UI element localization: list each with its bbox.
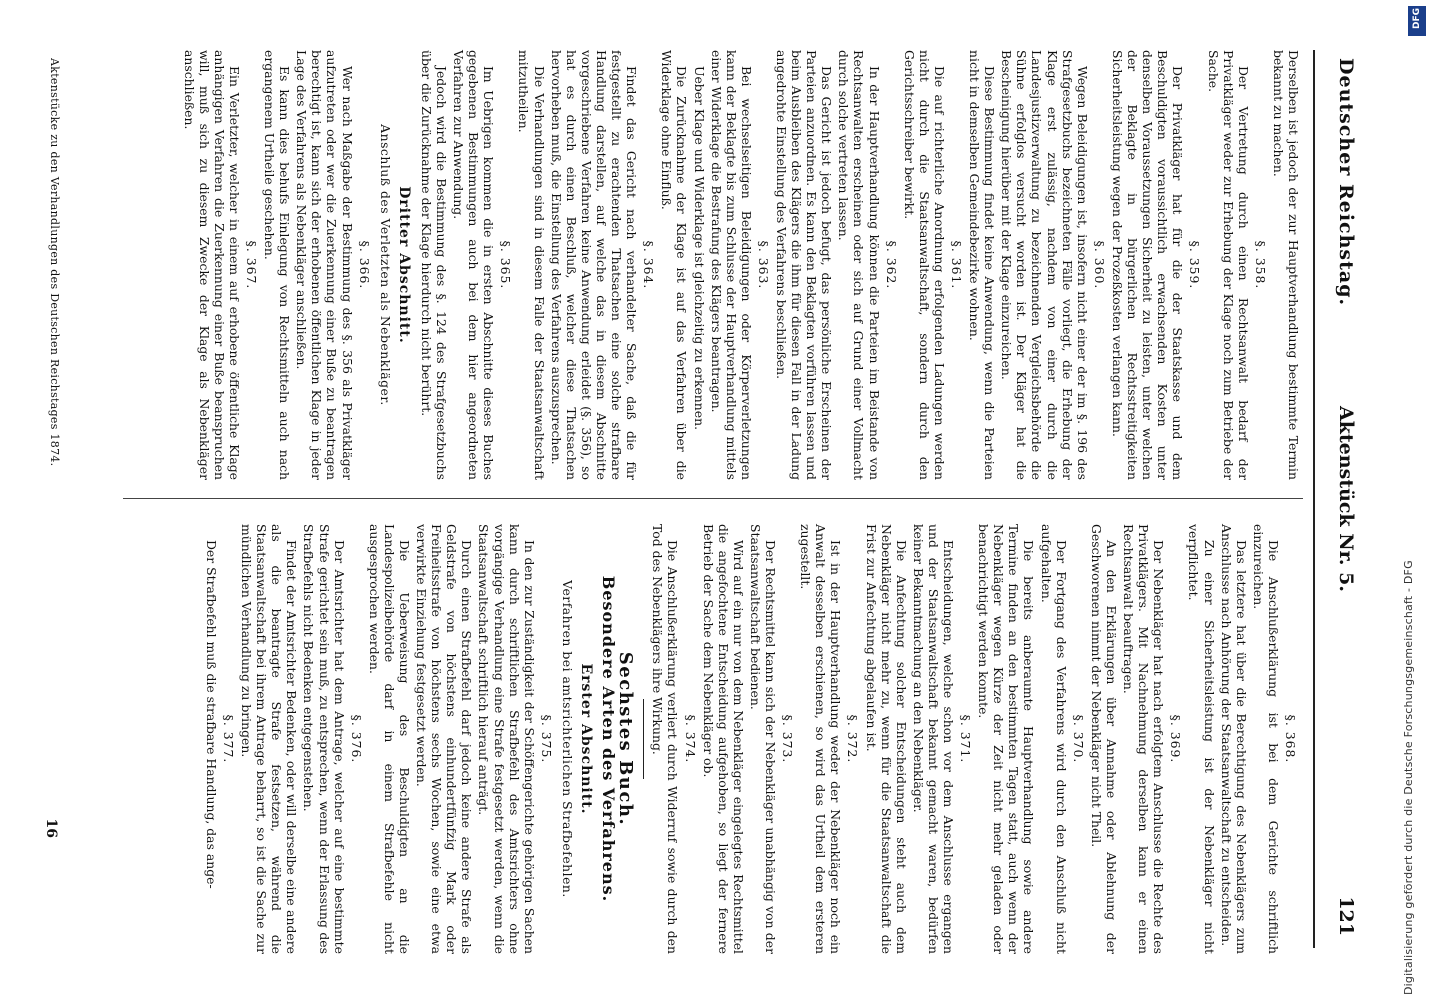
body-paragraph: Der Vertretung durch einen Rechtsanwalt bedarf der Privatkläger weder zur Erhebung der Klage noch zum Betriebe der Sache. bbox=[1205, 50, 1251, 480]
body-paragraph: Wegen Beleidigungen ist, insofern nicht einer der im §. 196 des Strafgesetzbuchs bezeichneten Fälle vorliegt, die Erhebung der Klage erst zulässig, nachdem von einer durch die Landesjustizverwaltung zu bezeichnenden Vergleichsbehörde die Sühne erfolglos versucht worden ist. Der Kläger hat die Bescheinigung hierüber mit der Klage einzureichen. bbox=[999, 50, 1090, 480]
left-column bbox=[180, 50, 1301, 480]
paragraph-number: §. 369. bbox=[1168, 714, 1184, 764]
column-divider bbox=[123, 498, 1303, 499]
body-paragraph: Durch einen Strafbefehl darf jedoch keine andere Strafe als Geldstrafe von höchstens einhundertfünfzig Mark oder Freiheitsstrafe von höchstens sechs Wochen, sowie eine etwa verwirkte Einziehung festgesetzt werden. bbox=[414, 524, 475, 954]
rotated-page-frame bbox=[25, 10, 1365, 988]
body-paragraph: Die Zurücknahme der Klage ist auf das Verfahren über die Widerklage ohne Einfluß. bbox=[659, 50, 690, 480]
paragraph-number: §. 366. bbox=[356, 240, 372, 290]
body-paragraph: Wird auf ein nur von dem Nebenkläger eingelegtes Rechtsmittel die angefochtene Entscheidung aufgehoben, so liegt der fernere Betrieb der Sache dem Nebenkläger ob. bbox=[700, 524, 746, 954]
body-paragraph: Bei wechselseitigen Beleidigungen oder Körperverletzungen kann der Beklagte bis zum Schlusse der Hauptverhandlung mittels einer Widerklage die Bestrafung des Klägers beantragen. bbox=[708, 50, 754, 480]
body-paragraph: Ist in der Hauptverhandlung weder der Nebenkläger noch ein Anwalt desselben erschienen, so wird das Urtheil dem ersteren zugestellt. bbox=[798, 524, 844, 954]
paragraph-number: §. 376. bbox=[348, 714, 364, 764]
paragraph-number: §. 368. bbox=[1283, 714, 1298, 764]
body-paragraph: Der Privatkläger hat für die der Staatskasse und dem Beschuldigten voraussichtlich erwachsenden Kosten unter denselben Voraussetzungen Sicherheit zu leisten, unter welchen der Beklagte in bürgerlichen Rechtsstreitigkeiten Sicherheitsleistung wegen der Prozeßkosten verlangen kann. bbox=[1109, 50, 1186, 480]
right-column bbox=[202, 524, 1301, 954]
body-paragraph: Der Fortgang des Verfahrens wird durch den Anschluß nicht aufgehalten. bbox=[1038, 524, 1069, 954]
paragraph-number: §. 362. bbox=[883, 240, 899, 290]
chapter-subheading: Verfahren bei amtsrichterlichen Strafbefehlen. bbox=[559, 580, 575, 898]
document-page bbox=[25, 10, 1365, 988]
chapter-heading: Erster Abschnitt. bbox=[578, 663, 595, 815]
section-rule bbox=[643, 699, 644, 779]
paragraph-number: §. 360. bbox=[1091, 240, 1107, 290]
body-paragraph: Der Rechtsmittel kann sich der Nebenkläger unabhängig von der Staatsanwaltschaft bedienen. bbox=[747, 524, 778, 954]
body-paragraph: Zu einer Sicherheitsleistung ist der Nebenkläger nicht verpflichtet. bbox=[1186, 524, 1217, 954]
paragraph-number: §. 371. bbox=[958, 714, 974, 764]
body-paragraph: In der Hauptverhandlung können die Parteien im Beistande von Rechtsanwalten erscheinen oder sich auf Grund einer Vollmacht durch solche vertreten lassen. bbox=[836, 50, 882, 480]
body-paragraph: Die Verhandlungen sind in diesem Falle der Staatsanwaltschaft mitzutheilen. bbox=[516, 50, 547, 480]
body-paragraph: Entscheidungen, welche schon vor dem Anschlusse ergangen und der Staatsanwaltschaft bekannt gemacht waren, bedürfen keiner Bekanntmachung an den Nebenkläger. bbox=[910, 524, 957, 954]
body-paragraph: In den zur Zuständigkeit der Schöffengerichte gehörigen Sachen kann durch schriftlichen Strafbefehl des Amtsrichters ohne vorgängige Verhandlung eine Strafe festgesetzt werden, wenn die Staatsanwaltschaft schriftlich hierauf anträgt. bbox=[476, 524, 537, 954]
digitization-credit: Digitalisierung gefördert durch die Deutsche Forschungsgemeinschaft - DFG bbox=[1402, 560, 1415, 995]
body-paragraph: Derselben ist jedoch der zur Hauptverhandlung bestimmte Termin bekannt zu machen. bbox=[1270, 50, 1301, 480]
body-paragraph: Jedoch wird die Bestimmung des §. 124 des Strafgesetzbuchs über die Zurücknahme der Klage hierdurch nicht berührt. bbox=[418, 50, 450, 480]
body-paragraph: Der Strafbefehl muß die strafbare Handlung, das ange- bbox=[203, 540, 219, 889]
body-paragraph: Ein Verletzter, welcher in einem auf erhobene öffentliche Klage anhängigen Verfahren die Zuerkennung einer Buße beanspruchen will, muß sich zu diesem Zwecke der Klage als Nebenkläger anschließen. bbox=[181, 50, 242, 480]
dfg-logo bbox=[1408, 6, 1426, 36]
paragraph-number: §. 373. bbox=[780, 714, 796, 764]
paragraph-number: §. 372. bbox=[845, 714, 861, 764]
body-paragraph: Die Anfechtung solcher Entscheidungen steht auch dem Nebenkläger nicht mehr zu, wenn für die Staatsanwaltschaft die Frist zur Anfechtung abgelaufen ist. bbox=[863, 524, 909, 954]
body-paragraph: Diese Bestimmung findet keine Anwendung, wenn die Parteien nicht in demselben Gemeindebezirke wohnen. bbox=[967, 50, 998, 480]
body-paragraph: Findet der Amtsrichter Bedenken, oder will derselbe eine andere als die beantragte Strafe festsetzen, während die Staatsanwaltschaft bei ihrem Antrage beharrt, so ist die Sache zur mündlichen Verhandlung zu bringen. bbox=[239, 524, 300, 954]
header-rule bbox=[1313, 50, 1315, 948]
page-number: 121 bbox=[1335, 896, 1357, 936]
body-paragraph: Die Anschlußerklärung verliert durch Widerruf sowie durch den Tod des Nebenklägers ihre Wirkung. bbox=[650, 524, 681, 954]
body-paragraph: Die Anschlußerklärung ist bei dem Gerichte schriftlich einzureichen. bbox=[1250, 524, 1281, 954]
paragraph-number: §. 374. bbox=[682, 714, 698, 764]
body-paragraph: Der Amtsrichter hat dem Antrage, welcher auf eine bestimmte Strafe gerichtet sein muß, zu entsprechen, wenn der Erlassung des Strafbefehls nicht Bedenken entgegenstehen. bbox=[301, 524, 347, 954]
body-paragraph: Die bereits anberaumte Hauptverhandlung sowie andere Termine finden an den bestimmten Tagen statt, auch wenn der Nebenkläger wegen Kürze der Zeit nicht mehr geladen oder benachrichtigt werden konnte. bbox=[976, 524, 1037, 954]
header-center: Aktenstück Nr. 5. bbox=[1335, 406, 1357, 592]
paragraph-number: §. 361. bbox=[949, 240, 965, 290]
paragraph-number: §. 364. bbox=[641, 240, 657, 290]
body-paragraph: Das letztere hat über die Berechtigung des Nebenklägers zum Anschlusse nach Anhörung der Staatsanwaltschaft zu entscheiden. bbox=[1218, 524, 1249, 954]
paragraph-number: §. 358. bbox=[1252, 240, 1268, 290]
paragraph-number: §. 367. bbox=[244, 240, 259, 290]
paragraph-number: §. 370. bbox=[1070, 714, 1086, 764]
body-paragraph: Die Ueberweisung des Beschuldigten an die Landespolizeibehörde darf in einem Strafbefehle nicht ausgesprochen werden. bbox=[366, 524, 413, 954]
chapter-heading: Dritter Abschnitt. bbox=[395, 186, 412, 344]
signature-mark: 16 bbox=[43, 818, 60, 838]
paragraph-number: §. 359. bbox=[1187, 240, 1203, 290]
body-paragraph: Es kann dies behufs Einlegung von Rechtsmitteln auch nach ergangenem Urtheile geschehen. bbox=[262, 50, 293, 480]
chapter-subheading: Anschluß des Verletzten als Nebenkläger. bbox=[377, 124, 393, 406]
body-paragraph: An den Erklärungen über Annahme oder Ablehnung der Geschworenen nimmt der Nebenkläger nicht Theil. bbox=[1088, 524, 1119, 954]
header-left: Deutscher Reichstag. bbox=[1335, 58, 1357, 307]
body-paragraph: Wer nach Maßgabe der Bestimmung des §. 356 als Privatkläger aufzutreten oder wer die Zuerkennung einer Buße zu beantragen berechtigt ist, kann sich der erhobenen öffentlichen Klage in jeder Lage des Verfahrens als Nebenkläger anschließen. bbox=[294, 50, 355, 480]
body-paragraph: Im Uebrigen kommen die in ersten Abschnitte dieses Buches gegebenen Bestimmungen auch bei dem hier angeordneten Verfahren zur Anwendung. bbox=[451, 50, 497, 480]
paragraph-number: §. 377. bbox=[221, 714, 236, 764]
book-subheading: Besondere Arten des Verfahrens. bbox=[599, 575, 619, 903]
body-paragraph: Der Nebenkläger hat nach erfolgtem Anschlusse die Rechte des Privatklägers. Mit Nachnehmung derselben kann er einen Rechtsanwalt beauftragen. bbox=[1121, 524, 1167, 954]
body-paragraph: Das Gericht ist jedoch befugt, das persönliche Erscheinen der Parteien anzuordnen. Es kann den Beklagten vorführen lassen und beim Ausbleiben des Klägers die ihm für diesen Fall in der Ladung angedrohte Einstellung des Verfahrens beschließen. bbox=[774, 50, 835, 480]
body-paragraph: Ueber Klage und Widerklage ist gleichzeitig zu erkennen. bbox=[691, 66, 707, 431]
body-paragraph: Die auf richterliche Anordnung erfolgenden Ladungen werden nicht durch die Staatsanwaltschaft, sondern durch den Gerichtsschreiber bewirkt. bbox=[901, 50, 947, 480]
paragraph-number: §. 365. bbox=[498, 240, 514, 290]
footer-note: Aktenstücke zu den Verhandlungen des Deutschen Reichstages 1874. bbox=[48, 58, 62, 467]
paragraph-number: §. 375. bbox=[538, 714, 554, 764]
dfg-logo-text: DFG bbox=[1412, 7, 1422, 29]
book-heading: Sechstes Buch. bbox=[615, 651, 637, 827]
body-paragraph: Findet das Gericht nach verhandelter Sache, daß die für festgestellt zu erachtenden Thatsachen eine solche strafbare Handlung darstellen, auf welche das in diesem Abschnitte vorgeschriebene Verfahren keine Anwendung erleidet (§. 356), so hat es durch einen Beschluß, welcher diese Thatsachen hervorheben muß, die Einstellung des Verfahrens auszusprechen. bbox=[548, 50, 640, 480]
paragraph-number: §. 363. bbox=[755, 240, 771, 290]
